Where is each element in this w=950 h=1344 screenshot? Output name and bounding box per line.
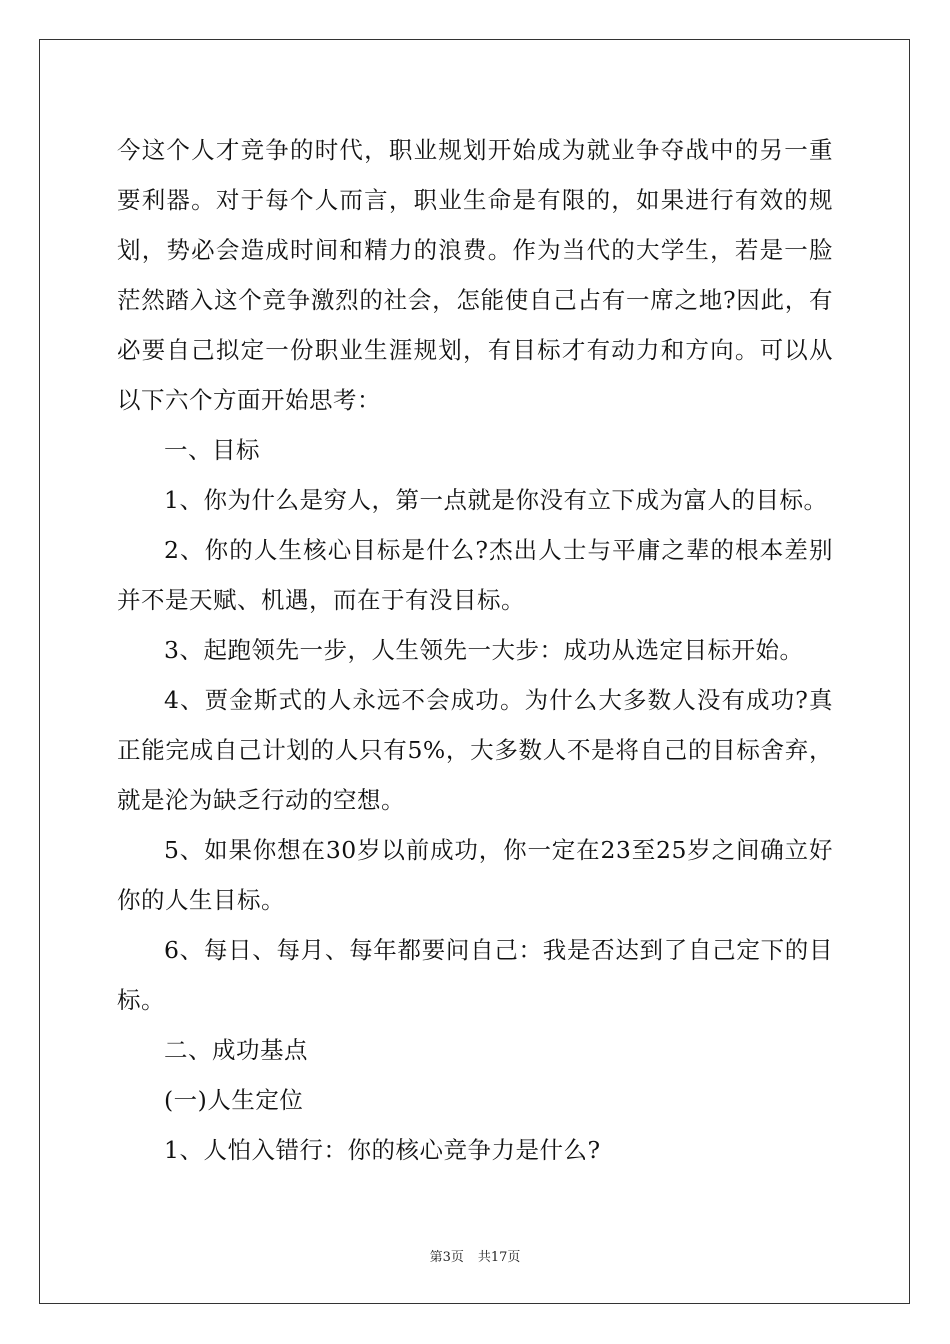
heading-success-base: 二、成功基点 (164, 1036, 308, 1064)
paragraph-intro: 今这个人才竞争的时代，职业规划开始成为就业争夺战中的另一重要利器。对于每个人而言，职业生命是有限的，如果进行有效的规划，势必会造成时间和精力的浪费。作为当代的大学生，若是一脸茫然踏入这个竞争激烈的社会，怎能使自己占有一席之地?因此，有必要自己拟定一份职业生涯规划，有目标才有动力和方向。可以从以下六个方面开始思考： (117, 136, 833, 414)
paragraph-item-career: 1、人怕入错行：你的核心竞争力是什么? (164, 1136, 601, 1164)
paragraph-item-3: 3、起跑领先一步，人生领先一大步：成功从选定目标开始。 (164, 636, 804, 664)
subheading-life-positioning: (一)人生定位 (164, 1086, 304, 1114)
paragraph-item-2: 2、你的人生核心目标是什么?杰出人士与平庸之辈的根本差别并不是天赋、机遇，而在于有没目标。 (117, 536, 833, 614)
document-body (117, 125, 833, 1175)
page-footer (0, 1250, 950, 1266)
total-pages: 共17页 (477, 1250, 521, 1265)
heading-goal: 一、目标 (164, 436, 260, 464)
page-number: 第3页 (429, 1250, 464, 1265)
paragraph-item-4: 4、贾金斯式的人永远不会成功。为什么大多数人没有成功?真正能完成自己计划的人只有5%，大多数人不是将自己的目标舍弃，就是沦为缺乏行动的空想。 (117, 686, 833, 814)
paragraph-item-6: 6、每日、每月、每年都要问自己：我是否达到了自己定下的目标。 (117, 936, 833, 1014)
paragraph-item-1: 1、你为什么是穷人，第一点就是你没有立下成为富人的目标。 (164, 486, 828, 514)
paragraph-item-5: 5、如果你想在30岁以前成功，你一定在23至25岁之间确立好你的人生目标。 (117, 836, 833, 914)
